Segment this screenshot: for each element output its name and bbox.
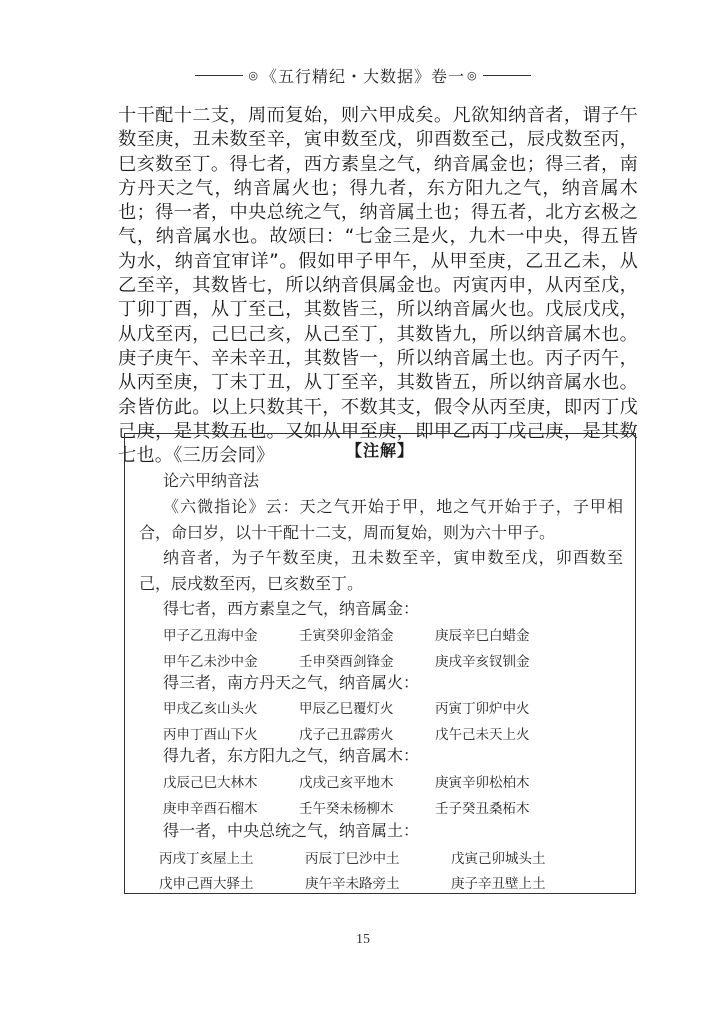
- nayin-entry: 甲子乙丑海中金: [163, 628, 258, 644]
- nayin-entry: 壬申癸酉剑锋金: [299, 654, 394, 670]
- group-heading-wood: 得九者，东方阳九之气，纳音属木：: [163, 746, 420, 765]
- nayin-entry: 丙戌丁亥屋上土: [159, 851, 254, 867]
- group-heading-metal: 得七者，西方素皇之气，纳音属金：: [163, 599, 420, 618]
- nayin-entry: 甲辰乙巳覆灯火: [299, 701, 394, 717]
- annotation-subtitle: 论六甲纳音法: [163, 471, 260, 490]
- nayin-row: [163, 624, 530, 644]
- nayin-entry: 庚子辛丑壁上土: [451, 876, 546, 892]
- page-number: 15: [356, 932, 370, 947]
- nayin-row: [163, 723, 530, 743]
- nayin-entry: 庚辰辛巳白蜡金: [435, 628, 530, 644]
- nayin-entry: 戊辰己巳大林木: [163, 775, 258, 791]
- nayin-row: [163, 771, 530, 791]
- nayin-entry: 庚午辛未路旁土: [305, 876, 400, 892]
- nayin-entry: 戊子己丑霹雳火: [299, 727, 394, 743]
- nayin-entry: 丙申丁酉山下火: [163, 727, 258, 743]
- nayin-entry: 甲午乙未沙中金: [163, 654, 258, 670]
- main-paragraph: 十干配十二支，周而复始，则六甲成矣。凡欲知纳音者，谓子午数至庚，丑未数至辛，寅申数至戊，卯酉数至己，辰戌数至丙，巳亥数至丁。得七者，西方素皇之气，纳音属金也；得三者，南方丹天之气，纳音属火也；得九者，东方阳九之气，纳音属木也；得一者，中央总统之气，纳音属土也；得五者，北方玄极之气，纳音属水也。故颂曰：“七金三是火，九木一中央，得五皆为水，纳音宜审详”。假如甲子甲午，从甲至庚，乙丑乙未，从乙至辛，其数皆七，所以纳音俱属金也。丙寅丙申，从丙至戊，丁卯丁酉，从丁至己，其数皆三，所以纳音属火也。戊辰戊戌，从戊至丙，己巳己亥，从己至丁，其数皆九，所以纳音属木也。庚子庚午、辛未辛丑，其数皆一，所以纳音属土也。丙子丙午，从丙至庚，丁未丁丑，从丁至辛，其数皆五，所以纳音属水也。余皆仿此。以上只数其干，不数其支，假令从丙至庚，即丙丁戊己庚，是其数五也。又如从甲至庚，即甲乙丙丁戊己庚，是其数七也。《三历会同》: [118, 105, 638, 467]
- nayin-row: [163, 697, 530, 717]
- annotation-paragraph-1: 《六微指论》云：天之气开始于甲，地之气开始于子，子甲相合，命曰岁，以十干配十二支，周而复始，则为六十甲子。: [139, 497, 623, 542]
- nayin-entry: 庚寅辛卯松柏木: [435, 775, 530, 791]
- header-ornament-left: ◎: [248, 69, 259, 82]
- group-heading-fire: 得三者，南方丹天之气，纳音属火：: [163, 673, 420, 692]
- nayin-entry: 丙辰丁巳沙中土: [305, 851, 400, 867]
- nayin-entry: 庚戌辛亥钗钏金: [435, 654, 530, 670]
- nayin-entry: 甲戌乙亥山头火: [163, 701, 258, 717]
- nayin-entry: 丙寅丁卯炉中火: [435, 701, 530, 717]
- nayin-row: [163, 650, 530, 670]
- group-heading-earth: 得一者，中央总统之气，纳音属土：: [163, 821, 420, 840]
- nayin-entry: 戊戌己亥平地木: [299, 775, 394, 791]
- header-ornament-right: ◎: [467, 69, 478, 82]
- nayin-entry: 壬子癸丑桑柘木: [435, 801, 530, 817]
- annotation-box: [124, 433, 636, 894]
- nayin-row: [159, 872, 546, 892]
- nayin-entry: 戊午己未天上火: [435, 727, 530, 743]
- annotation-paragraph-2: 纳音者，为子午数至庚，丑未数至辛，寅申数至戊，卯酉数至己，辰戌数至丙，巳亥数至丁。: [139, 548, 623, 593]
- nayin-row: [159, 847, 546, 867]
- header-rule-right: [483, 75, 531, 76]
- nayin-entry: 戊寅己卯城头土: [451, 851, 546, 867]
- nayin-entry: 壬寅癸卯金箔金: [299, 628, 394, 644]
- header-rule-left: [195, 75, 243, 76]
- nayin-row: [163, 797, 530, 817]
- running-header: [0, 64, 726, 87]
- header-title: 《五行精纪・大数据》卷一: [260, 67, 465, 86]
- nayin-entry: 戊申己酉大驿土: [159, 876, 254, 892]
- main-body-text: [118, 104, 638, 468]
- annotation-title: 【注解】: [345, 441, 414, 460]
- nayin-entry: 壬午癸未杨柳木: [299, 801, 394, 817]
- nayin-entry: 庚申辛酉石榴木: [163, 801, 258, 817]
